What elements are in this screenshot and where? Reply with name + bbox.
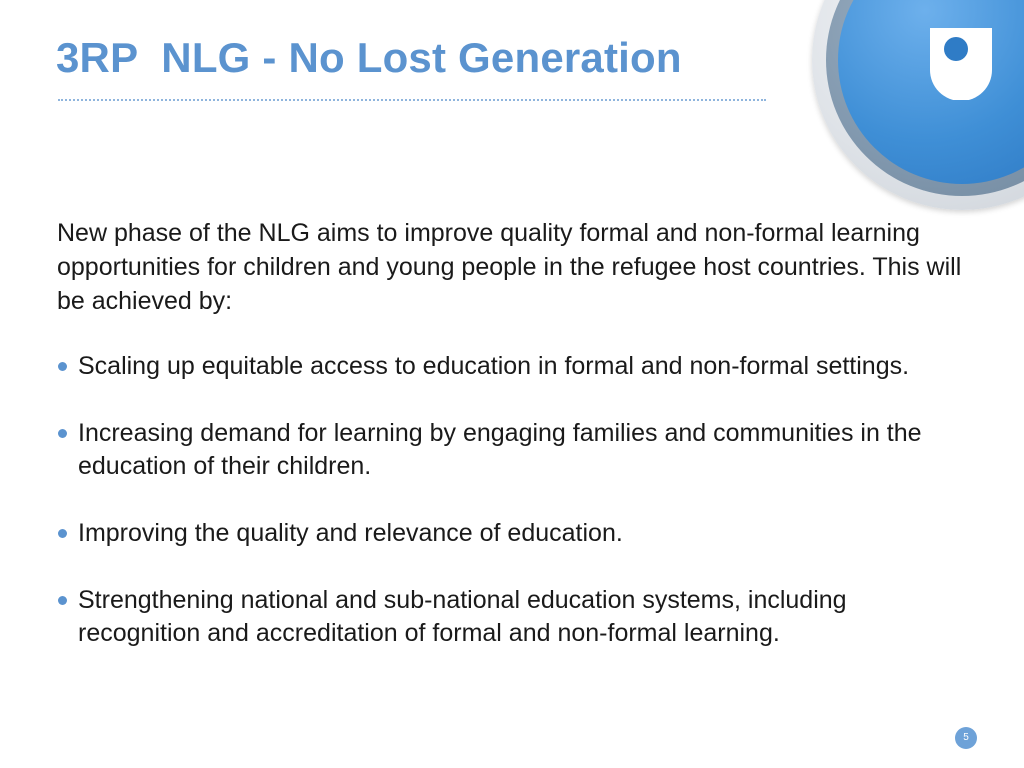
bullet-dot-icon: [58, 362, 67, 371]
page-title: 3RP NLG - No Lost Generation: [56, 34, 682, 81]
bullet-item: [57, 517, 967, 550]
bullet-item: [57, 584, 967, 650]
university-logo-icon: [930, 28, 992, 100]
bullet-item: [57, 350, 967, 383]
bullet-text: Scaling up equitable access to education in formal and non-formal settings.: [78, 352, 910, 380]
bullet-text: Strengthening national and sub-national education systems, including recognition and accreditation of formal and non-formal learning.: [78, 586, 847, 647]
bullet-dot-icon: [58, 596, 67, 605]
bullet-dot-icon: [58, 429, 67, 438]
title-divider: [58, 99, 766, 101]
logo-badge: [812, 0, 1024, 210]
bullet-item: [57, 417, 967, 483]
page-number-badge: 5: [955, 727, 977, 749]
bullet-text: Improving the quality and relevance of education.: [78, 519, 623, 547]
bullet-text: Increasing demand for learning by engaging families and communities in the education of their children.: [78, 419, 922, 480]
intro-paragraph: New phase of the NLG aims to improve quality formal and non-formal learning opportunities for children and young people in the refugee host countries. This will be achieved by:: [57, 219, 962, 315]
bullet-dot-icon: [58, 529, 67, 538]
bullet-list: [57, 350, 967, 684]
